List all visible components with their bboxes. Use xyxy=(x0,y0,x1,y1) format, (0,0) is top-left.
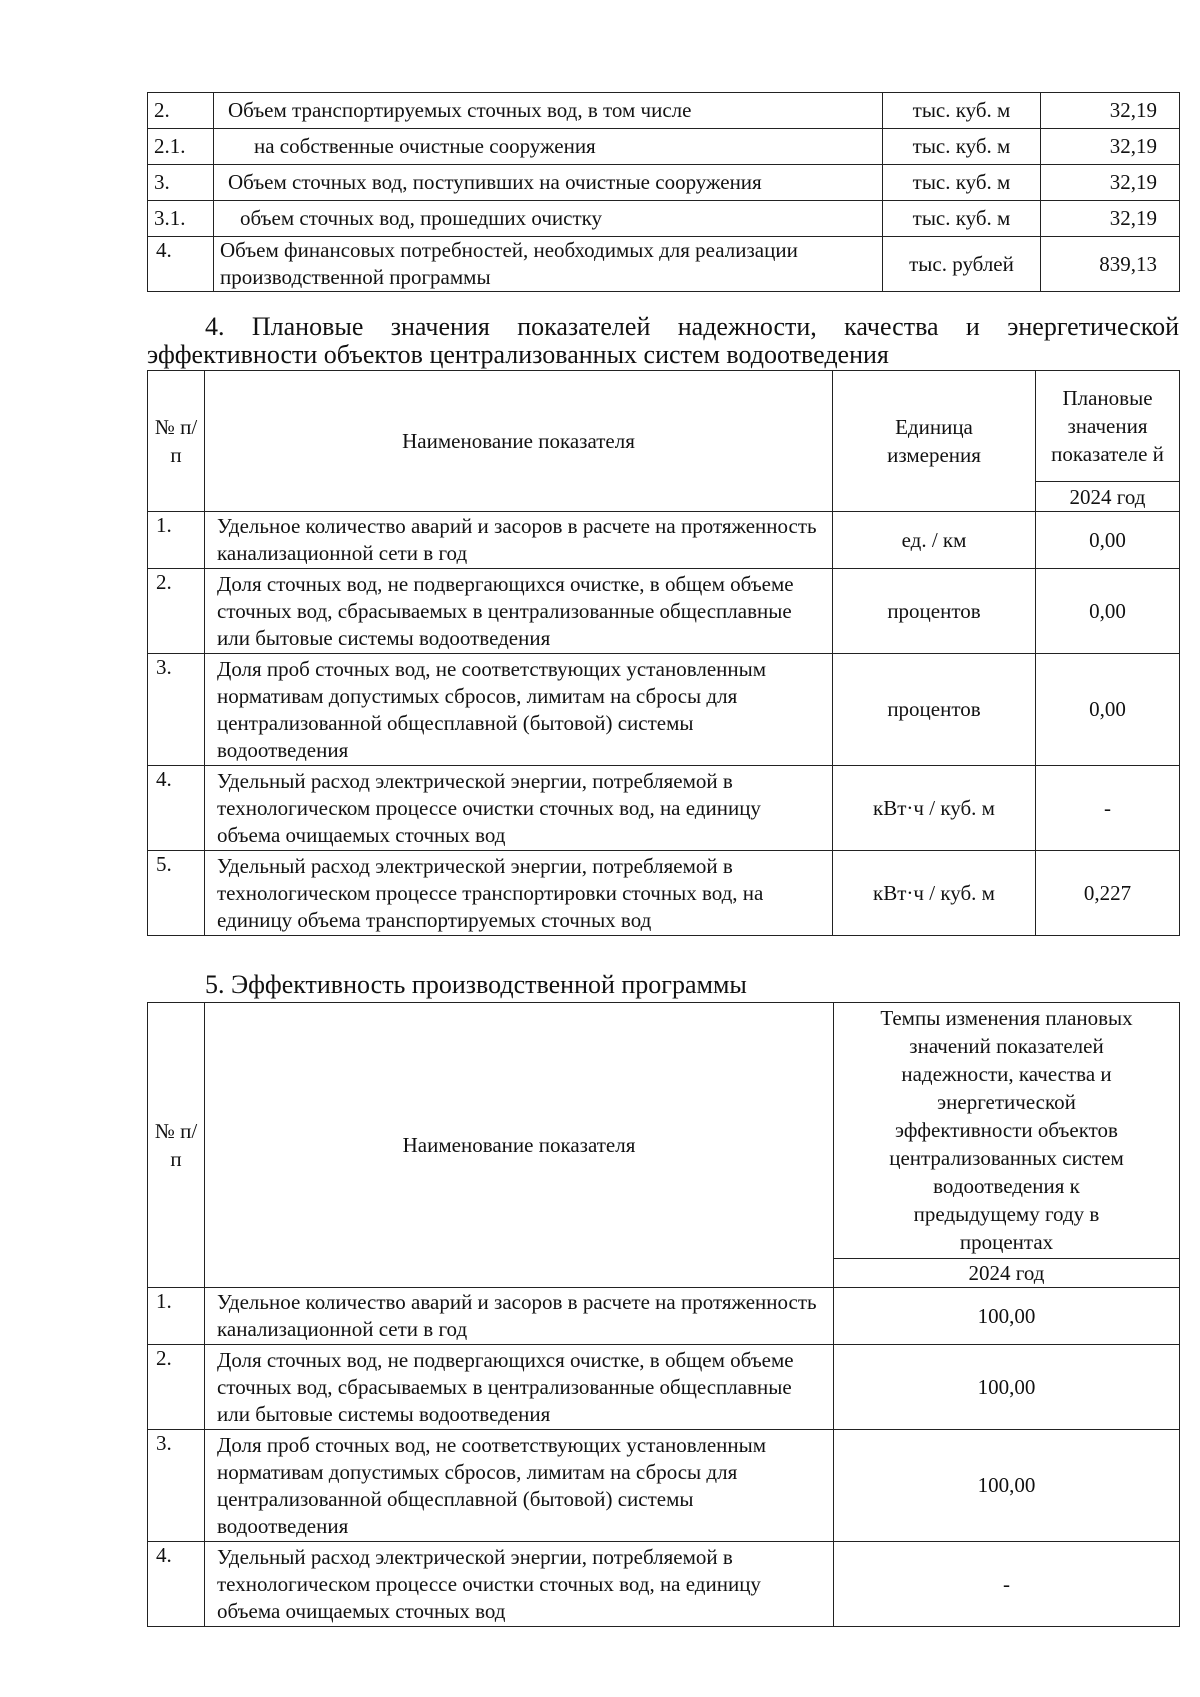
section-5-heading: 5. Эффективность производственной программы xyxy=(205,970,747,999)
row-number: 1. xyxy=(148,512,205,569)
header-unit: Единица измерения xyxy=(833,371,1036,512)
table-row xyxy=(148,93,1180,129)
header-num: № п/п xyxy=(148,1003,205,1288)
row-number: 2. xyxy=(148,569,205,654)
row-number: 4. xyxy=(148,237,214,292)
row-unit: тыс. куб. м xyxy=(883,201,1041,237)
row-value: 32,19 xyxy=(1041,93,1180,129)
row-name: Доля проб сточных вод, не соответствующих установленным нормативам допустимых сбросов, лимитам на сбросы для централизованной общесплавной (бытовой) системы водоотведения xyxy=(205,654,833,766)
row-unit: тыс. куб. м xyxy=(883,129,1041,165)
header-year: 2024 год xyxy=(834,1258,1180,1287)
row-unit: ед. / км xyxy=(833,512,1036,569)
section-4-heading-line2: эффективности объектов централизованных систем водоотведения xyxy=(147,340,889,369)
program-efficiency-table xyxy=(147,1002,1180,1627)
table-row xyxy=(148,237,1180,292)
row-unit: тыс. рублей xyxy=(883,237,1041,292)
header-row xyxy=(148,1003,1180,1259)
row-value: 100,00 xyxy=(834,1288,1180,1345)
header-num: № п/п xyxy=(148,371,205,512)
row-number: 3.1. xyxy=(148,201,214,237)
row-name: Доля сточных вод, не подвергающихся очистке, в общем объеме сточных вод, сбрасываемых в централизованные общесплавные или бытовые системы водоотведения xyxy=(205,1345,834,1430)
row-value: 0,227 xyxy=(1036,851,1180,936)
header-name: Наименование показателя xyxy=(205,1003,834,1288)
row-value: 0,00 xyxy=(1036,569,1180,654)
row-number: 5. xyxy=(148,851,205,936)
row-number: 2. xyxy=(148,1345,205,1430)
row-value: 32,19 xyxy=(1041,165,1180,201)
table-row xyxy=(148,512,1180,569)
table-row xyxy=(148,129,1180,165)
row-name: Доля сточных вод, не подвергающихся очистке, в общем объеме сточных вод, сбрасываемых в централизованные общесплавные или бытовые системы водоотведения xyxy=(205,569,833,654)
header-rates: Темпы изменения плановых значений показателей надежности, качества и энергетической эффективности объектов централизованных систем водоотведения к предыдущему году в процентах xyxy=(834,1003,1180,1259)
row-name: объем сточных вод, прошедших очистку xyxy=(214,201,883,237)
row-name: Удельный расход электрической энергии, потребляемой в технологическом процессе очистки сточных вод, на единицу объема очищаемых сточных вод xyxy=(205,766,833,851)
table-row xyxy=(148,1430,1180,1542)
header-year: 2024 год xyxy=(1036,482,1180,512)
row-value: 0,00 xyxy=(1036,512,1180,569)
row-value: 100,00 xyxy=(834,1345,1180,1430)
row-unit: кВт·ч / куб. м xyxy=(833,851,1036,936)
row-value: 32,19 xyxy=(1041,129,1180,165)
table-row xyxy=(148,851,1180,936)
row-name: на собственные очистные сооружения xyxy=(214,129,883,165)
production-volume-table xyxy=(147,92,1180,292)
section-4-heading xyxy=(147,313,1179,369)
row-unit: кВт·ч / куб. м xyxy=(833,766,1036,851)
section-4-heading-line1: 4. Плановые значения показателей надежности, качества и энергетической xyxy=(205,312,1179,341)
table-row xyxy=(148,1288,1180,1345)
table-row xyxy=(148,654,1180,766)
row-name: Объем финансовых потребностей, необходимых для реализации производственной программы xyxy=(214,237,883,292)
row-name: Объем сточных вод, поступивших на очистные сооружения xyxy=(214,165,883,201)
row-name: Объем транспортируемых сточных вод, в том числе xyxy=(214,93,883,129)
row-name: Удельный расход электрической энергии, потребляемой в технологическом процессе очистки сточных вод, на единицу объема очищаемых сточных вод xyxy=(205,1542,834,1627)
header-row xyxy=(148,371,1180,482)
row-value: 839,13 xyxy=(1041,237,1180,292)
row-name: Доля проб сточных вод, не соответствующих установленным нормативам допустимых сбросов, лимитам на сбросы для централизованной общесплавной (бытовой) системы водоотведения xyxy=(205,1430,834,1542)
row-number: 3. xyxy=(148,654,205,766)
row-number: 1. xyxy=(148,1288,205,1345)
table-row xyxy=(148,1542,1180,1627)
row-name: Удельное количество аварий и засоров в расчете на протяженность канализационной сети в год xyxy=(205,512,833,569)
row-number: 4. xyxy=(148,766,205,851)
planned-indicators-table xyxy=(147,370,1180,936)
row-number: 2.1. xyxy=(148,129,214,165)
table-row xyxy=(148,766,1180,851)
table-row xyxy=(148,1345,1180,1430)
row-number: 3. xyxy=(148,1430,205,1542)
row-number: 3. xyxy=(148,165,214,201)
header-planned: Плановые значения показателе й xyxy=(1036,371,1180,482)
header-name: Наименование показателя xyxy=(205,371,833,512)
row-value: 100,00 xyxy=(834,1430,1180,1542)
row-value: - xyxy=(1036,766,1180,851)
row-name: Удельный расход электрической энергии, потребляемой в технологическом процессе транспортировки сточных вод, на единицу объема транспортируемых сточных вод xyxy=(205,851,833,936)
row-unit: тыс. куб. м xyxy=(883,165,1041,201)
table-row xyxy=(148,201,1180,237)
table-row xyxy=(148,165,1180,201)
row-unit: процентов xyxy=(833,654,1036,766)
table-row xyxy=(148,569,1180,654)
row-value: 0,00 xyxy=(1036,654,1180,766)
row-unit: процентов xyxy=(833,569,1036,654)
row-number: 2. xyxy=(148,93,214,129)
row-value: - xyxy=(834,1542,1180,1627)
row-name: Удельное количество аварий и засоров в расчете на протяженность канализационной сети в год xyxy=(205,1288,834,1345)
row-number: 4. xyxy=(148,1542,205,1627)
row-unit: тыс. куб. м xyxy=(883,93,1041,129)
row-value: 32,19 xyxy=(1041,201,1180,237)
